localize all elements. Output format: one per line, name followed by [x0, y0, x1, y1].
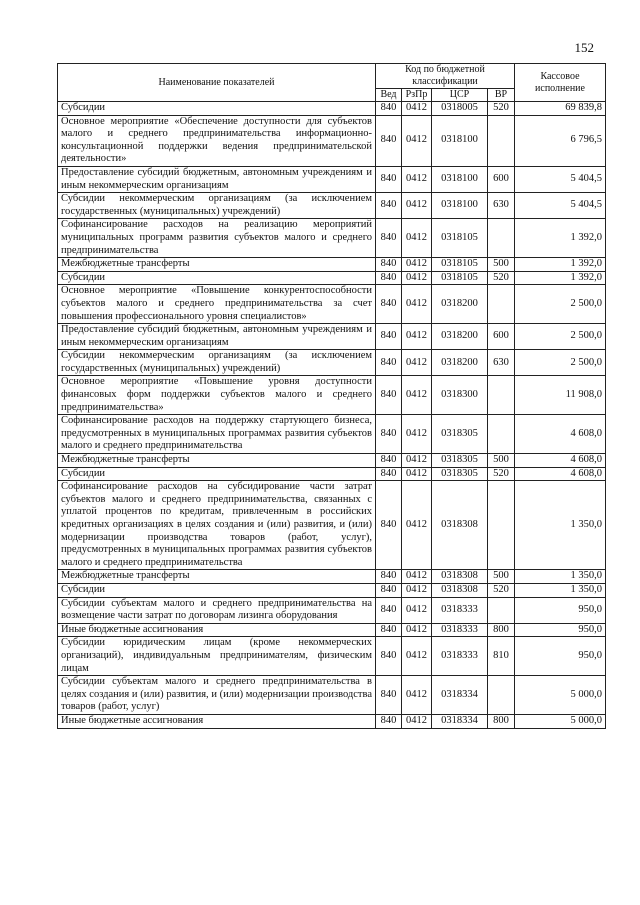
row-rzpr: 0412 — [402, 166, 432, 192]
row-ved: 840 — [376, 271, 402, 285]
row-csr: 0318305 — [432, 415, 488, 454]
row-csr: 0318308 — [432, 481, 488, 570]
row-amount: 1 392,0 — [515, 219, 606, 258]
row-csr: 0318308 — [432, 570, 488, 584]
row-amount: 4 608,0 — [515, 415, 606, 454]
table-row — [58, 271, 606, 285]
table-row — [58, 193, 606, 219]
row-name: Субсидии юридическим лицам (кроме некоммерческих организаций), индивидуальным предпринимателям, физическим лицам — [58, 637, 376, 676]
table-row — [58, 376, 606, 415]
header-ved: Вед — [376, 89, 402, 102]
row-rzpr: 0412 — [402, 271, 432, 285]
row-csr: 0318300 — [432, 376, 488, 415]
table-row — [58, 570, 606, 584]
row-amount: 11 908,0 — [515, 376, 606, 415]
row-amount: 5 404,5 — [515, 193, 606, 219]
row-rzpr: 0412 — [402, 714, 432, 728]
row-rzpr: 0412 — [402, 454, 432, 468]
row-ved: 840 — [376, 285, 402, 324]
row-csr: 0318105 — [432, 258, 488, 272]
row-amount: 5 000,0 — [515, 714, 606, 728]
row-rzpr: 0412 — [402, 570, 432, 584]
row-name: Софинансирование расходов на реализацию мероприятий муниципальных программ развития субъектов малого и среднего предпринимательства — [58, 219, 376, 258]
row-vr: 500 — [488, 454, 515, 468]
header-rzpr: РзПр — [402, 89, 432, 102]
header-amount-col: Кассовое исполнение — [515, 64, 606, 102]
row-vr: 810 — [488, 637, 515, 676]
row-amount: 5 404,5 — [515, 166, 606, 192]
row-ved: 840 — [376, 467, 402, 481]
row-amount: 4 608,0 — [515, 454, 606, 468]
table-row — [58, 714, 606, 728]
header-row — [58, 64, 606, 89]
row-ved: 840 — [376, 714, 402, 728]
row-name: Иные бюджетные ассигнования — [58, 714, 376, 728]
row-csr: 0318105 — [432, 219, 488, 258]
row-vr: 600 — [488, 166, 515, 192]
row-csr: 0318333 — [432, 597, 488, 623]
table-row — [58, 219, 606, 258]
row-rzpr: 0412 — [402, 637, 432, 676]
row-vr — [488, 676, 515, 715]
row-vr — [488, 115, 515, 166]
row-amount: 2 500,0 — [515, 324, 606, 350]
table-row — [58, 676, 606, 715]
row-csr: 0318100 — [432, 193, 488, 219]
row-rzpr: 0412 — [402, 623, 432, 637]
row-ved: 840 — [376, 350, 402, 376]
row-name: Межбюджетные трансферты — [58, 570, 376, 584]
table-row — [58, 637, 606, 676]
table-row — [58, 166, 606, 192]
row-vr: 520 — [488, 583, 515, 597]
row-vr: 500 — [488, 570, 515, 584]
row-rzpr: 0412 — [402, 583, 432, 597]
row-csr: 0318200 — [432, 285, 488, 324]
row-csr: 0318005 — [432, 102, 488, 116]
table-row — [58, 324, 606, 350]
table-row — [58, 597, 606, 623]
row-ved: 840 — [376, 115, 402, 166]
row-ved: 840 — [376, 583, 402, 597]
table-row — [58, 481, 606, 570]
row-amount: 950,0 — [515, 623, 606, 637]
row-ved: 840 — [376, 166, 402, 192]
row-name: Субсидии — [58, 271, 376, 285]
row-csr: 0318305 — [432, 467, 488, 481]
table-row — [58, 115, 606, 166]
row-name: Субсидии некоммерческим организациям (за исключением государственных (муниципальных) учреждений) — [58, 193, 376, 219]
row-name: Межбюджетные трансферты — [58, 454, 376, 468]
row-rzpr: 0412 — [402, 350, 432, 376]
row-ved: 840 — [376, 454, 402, 468]
row-ved: 840 — [376, 597, 402, 623]
row-name: Субсидии — [58, 467, 376, 481]
row-vr — [488, 376, 515, 415]
row-ved: 840 — [376, 376, 402, 415]
row-amount: 950,0 — [515, 637, 606, 676]
row-name: Субсидии некоммерческим организациям (за исключением государственных (муниципальных) учреждений) — [58, 350, 376, 376]
row-ved: 840 — [376, 258, 402, 272]
row-ved: 840 — [376, 219, 402, 258]
row-ved: 840 — [376, 324, 402, 350]
row-name: Основное мероприятие «Повышение уровня доступности финансовых форм поддержки субъектов малого и среднего предпринимательства» — [58, 376, 376, 415]
row-name: Софинансирование расходов на поддержку стартующего бизнеса, предусмотренных в муниципальных программах развития субъектов малого и среднего предпринимательства — [58, 415, 376, 454]
row-amount: 5 000,0 — [515, 676, 606, 715]
budget-table — [57, 63, 606, 729]
row-rzpr: 0412 — [402, 219, 432, 258]
row-vr: 630 — [488, 193, 515, 219]
row-name: Субсидии субъектам малого и среднего предпринимательства на возмещение части затрат по договорам лизинга оборудования — [58, 597, 376, 623]
row-rzpr: 0412 — [402, 467, 432, 481]
row-ved: 840 — [376, 481, 402, 570]
row-vr: 520 — [488, 271, 515, 285]
row-name: Основное мероприятие «Повышение конкурентоспособности субъектов малого и среднего предпринимательства за счет повышения профессионального уровня специалистов» — [58, 285, 376, 324]
row-name: Предоставление субсидий бюджетным, автономным учреждениям и иным некоммерческим организациям — [58, 324, 376, 350]
header-name-col: Наименование показателей — [58, 64, 376, 102]
table-row — [58, 583, 606, 597]
row-rzpr: 0412 — [402, 481, 432, 570]
table-row — [58, 623, 606, 637]
row-ved: 840 — [376, 623, 402, 637]
row-vr — [488, 597, 515, 623]
row-vr: 520 — [488, 102, 515, 116]
row-csr: 0318305 — [432, 454, 488, 468]
row-rzpr: 0412 — [402, 193, 432, 219]
page-number: 152 — [574, 40, 594, 55]
row-amount: 4 608,0 — [515, 467, 606, 481]
header-csr: ЦСР — [432, 89, 488, 102]
row-rzpr: 0412 — [402, 102, 432, 116]
row-ved: 840 — [376, 570, 402, 584]
header-code-group: Код по бюджетной классификации — [376, 64, 515, 89]
row-vr: 600 — [488, 324, 515, 350]
row-amount: 1 392,0 — [515, 258, 606, 272]
row-name: Иные бюджетные ассигнования — [58, 623, 376, 637]
row-name: Софинансирование расходов на субсидирование части затрат субъектов малого и среднего предпринимательства, связанных с уплатой процентов по кредитам, привлеченным в российских кредитных организациях в целях создания и (или) развития, и (или) модернизации производства товаров (работ, услуг), предусмотренных в муниципальных программах развития субъектов малого и среднего предпринимательства — [58, 481, 376, 570]
table-row — [58, 454, 606, 468]
row-amount: 2 500,0 — [515, 285, 606, 324]
row-csr: 0318200 — [432, 350, 488, 376]
row-rzpr: 0412 — [402, 115, 432, 166]
row-vr — [488, 285, 515, 324]
row-rzpr: 0412 — [402, 597, 432, 623]
row-vr — [488, 481, 515, 570]
row-amount: 1 350,0 — [515, 570, 606, 584]
row-amount: 2 500,0 — [515, 350, 606, 376]
row-name: Субсидии — [58, 102, 376, 116]
row-csr: 0318105 — [432, 271, 488, 285]
row-name: Субсидии — [58, 583, 376, 597]
row-vr: 500 — [488, 258, 515, 272]
row-vr: 630 — [488, 350, 515, 376]
row-csr: 0318333 — [432, 637, 488, 676]
table-row — [58, 258, 606, 272]
row-csr: 0318100 — [432, 166, 488, 192]
table-row — [58, 415, 606, 454]
row-vr — [488, 415, 515, 454]
row-csr: 0318333 — [432, 623, 488, 637]
row-csr: 0318200 — [432, 324, 488, 350]
row-csr: 0318308 — [432, 583, 488, 597]
table-row — [58, 285, 606, 324]
row-ved: 840 — [376, 637, 402, 676]
row-ved: 840 — [376, 415, 402, 454]
row-rzpr: 0412 — [402, 415, 432, 454]
row-amount: 1 350,0 — [515, 583, 606, 597]
row-rzpr: 0412 — [402, 324, 432, 350]
table-row — [58, 467, 606, 481]
row-rzpr: 0412 — [402, 285, 432, 324]
row-vr: 800 — [488, 623, 515, 637]
row-name: Межбюджетные трансферты — [58, 258, 376, 272]
row-amount: 950,0 — [515, 597, 606, 623]
row-amount: 1 392,0 — [515, 271, 606, 285]
row-csr: 0318100 — [432, 115, 488, 166]
row-rzpr: 0412 — [402, 376, 432, 415]
row-csr: 0318334 — [432, 714, 488, 728]
row-name: Субсидии субъектам малого и среднего предпринимательства в целях создания и (или) развития, и (или) модернизации производства товаров (работ, услуг) — [58, 676, 376, 715]
table-row — [58, 350, 606, 376]
row-ved: 840 — [376, 102, 402, 116]
row-amount: 69 839,8 — [515, 102, 606, 116]
row-name: Основное мероприятие «Обеспечение доступности для субъектов малого и среднего предпринимательства информационно-консультационной поддержки ведения предпринимательской деятельности» — [58, 115, 376, 166]
row-vr: 800 — [488, 714, 515, 728]
row-rzpr: 0412 — [402, 258, 432, 272]
table-row — [58, 102, 606, 116]
row-rzpr: 0412 — [402, 676, 432, 715]
row-vr — [488, 219, 515, 258]
row-csr: 0318334 — [432, 676, 488, 715]
row-ved: 840 — [376, 676, 402, 715]
row-vr: 520 — [488, 467, 515, 481]
header-vr: ВР — [488, 89, 515, 102]
row-name: Предоставление субсидий бюджетным, автономным учреждениям и иным некоммерческим организациям — [58, 166, 376, 192]
row-ved: 840 — [376, 193, 402, 219]
row-amount: 1 350,0 — [515, 481, 606, 570]
row-amount: 6 796,5 — [515, 115, 606, 166]
